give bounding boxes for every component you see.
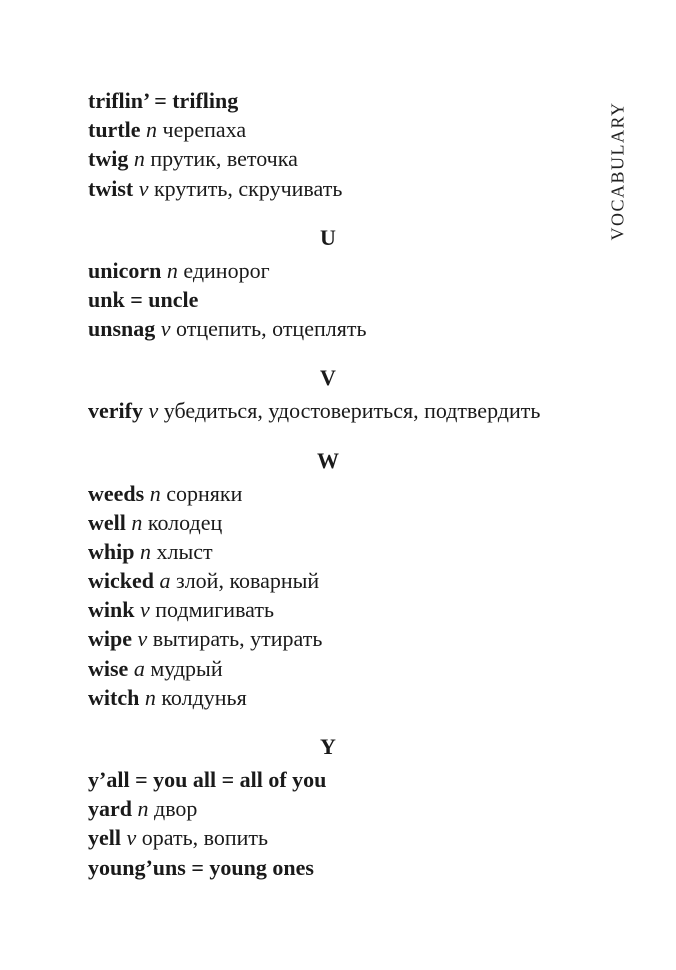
vocab-section	[88, 732, 588, 882]
entry-word: young’uns	[88, 854, 186, 880]
running-header-text: VOCABULARY	[607, 101, 628, 241]
vocab-entry	[88, 853, 588, 882]
vocab-entry	[88, 537, 588, 566]
entry-word: well	[88, 509, 126, 535]
vocabulary-list	[88, 86, 588, 882]
vocab-entry	[88, 479, 588, 508]
entry-part-of-speech: n	[144, 684, 156, 710]
entry-definition: злой, коварный	[176, 568, 320, 594]
entry-definition: young ones	[209, 854, 314, 880]
entry-word: turtle	[88, 117, 141, 143]
entry-word: witch	[88, 684, 140, 710]
entry-definition: двор	[154, 796, 198, 822]
entry-word: wipe	[88, 626, 132, 652]
entry-definition: вытирать, утирать	[152, 626, 323, 652]
entry-definition: колодец	[147, 509, 223, 535]
vocab-entry	[88, 256, 588, 285]
vocab-entry	[88, 566, 588, 595]
entry-definition: отцепить, отцеплять	[176, 316, 367, 342]
vocab-entry	[88, 765, 588, 794]
entry-word: yard	[88, 796, 132, 822]
vocab-entry	[88, 174, 588, 203]
entry-definition: орать, вопить	[141, 825, 269, 851]
entry-part-of-speech: n	[139, 538, 151, 564]
section-letter-heading: Y	[320, 734, 336, 759]
vocab-entry	[88, 683, 588, 712]
vocab-section	[88, 446, 588, 713]
vocab-entry	[88, 115, 588, 144]
entry-definition: you all = all of you	[153, 767, 327, 792]
entry-part-of-speech: n	[131, 509, 143, 535]
entry-definition: колдунья	[161, 684, 247, 710]
entry-part-of-speech: n	[149, 480, 161, 506]
entry-part-of-speech: n	[133, 146, 145, 172]
entry-part-of-speech: v	[138, 175, 149, 201]
entry-part-of-speech: v	[126, 825, 137, 851]
entry-part-of-speech: n	[166, 257, 178, 283]
entry-word: yell	[88, 825, 121, 851]
entry-word: verify	[88, 398, 143, 424]
entry-word: wink	[88, 597, 135, 623]
vocab-entry	[88, 396, 588, 425]
vocab-entry	[88, 144, 588, 173]
entry-part-of-speech: n	[137, 796, 149, 822]
section-letter-heading: V	[320, 365, 336, 391]
entry-definition: прутик, веточка	[150, 146, 298, 172]
entry-part-of-speech: a	[133, 655, 145, 681]
entry-word: wise	[88, 655, 129, 681]
entry-separator: =	[124, 286, 149, 312]
vocab-section	[88, 363, 588, 425]
vocab-entry	[88, 823, 588, 852]
entry-definition: единорог	[183, 257, 270, 283]
vocab-entry	[88, 624, 588, 653]
entry-part-of-speech: a	[159, 568, 171, 594]
entry-word: twig	[88, 146, 129, 172]
vocab-entry	[88, 595, 588, 624]
section-letter-heading: W	[317, 447, 339, 473]
entry-definition: подмигивать	[155, 597, 275, 623]
entry-word: unsnag	[88, 316, 156, 342]
entry-separator: =	[129, 767, 154, 792]
entry-word: whip	[88, 538, 135, 564]
entry-part-of-speech: n	[146, 117, 158, 143]
entry-separator: =	[148, 88, 173, 113]
entry-definition: uncle	[148, 286, 199, 312]
section-letter-heading: U	[320, 224, 336, 250]
entry-part-of-speech: v	[137, 626, 148, 652]
entry-word: triflin’	[88, 88, 149, 113]
entry-part-of-speech: v	[139, 597, 150, 623]
entry-definition: крутить, скручивать	[153, 175, 343, 201]
entry-definition: мудрый	[150, 655, 223, 681]
vocab-entry	[88, 314, 588, 343]
entry-part-of-speech: v	[160, 316, 171, 342]
entry-word: twist	[88, 175, 134, 201]
entry-definition: trifling	[172, 88, 239, 113]
vocab-entry	[88, 508, 588, 537]
vocab-entry	[88, 794, 588, 823]
entry-word: unk	[88, 286, 125, 312]
entry-definition: черепаха	[162, 117, 247, 143]
entry-word: y’all	[88, 767, 130, 792]
entry-definition: хлыст	[156, 538, 213, 564]
entry-part-of-speech: v	[148, 398, 159, 424]
vocab-entry	[88, 86, 588, 115]
entry-word: weeds	[88, 480, 145, 506]
entry-word: wicked	[88, 568, 154, 594]
vocab-entry	[88, 285, 588, 314]
entry-separator: =	[185, 854, 210, 880]
entry-word: unicorn	[88, 257, 162, 283]
vocab-section	[88, 223, 588, 344]
entry-definition: сорняки	[166, 480, 243, 506]
running-header-vocabulary	[608, 96, 628, 246]
vocab-entry	[88, 654, 588, 683]
vocab-section	[88, 86, 588, 203]
entry-definition: убедиться, удостовериться, подтвердить	[163, 398, 541, 424]
